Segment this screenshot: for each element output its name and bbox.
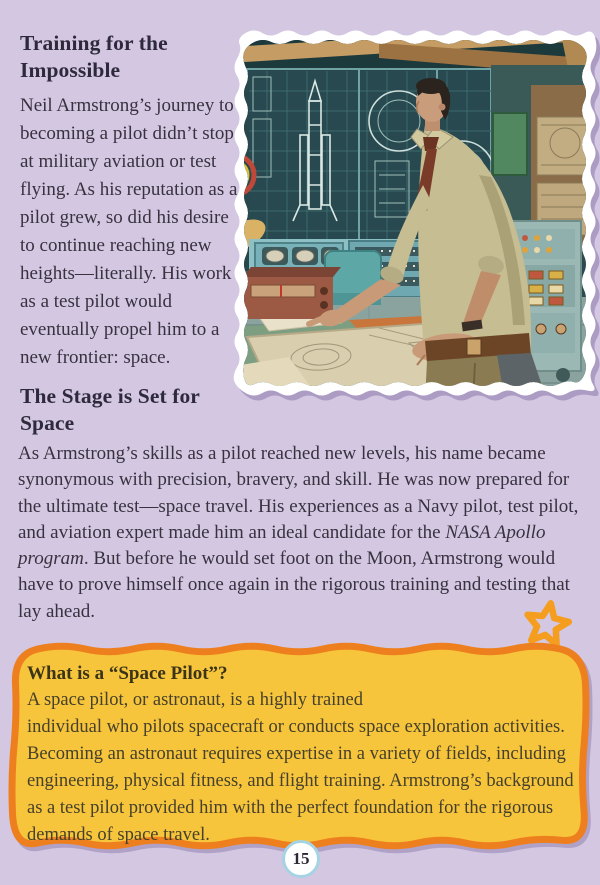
paragraph-stage-text-end: . But before he would set foot on the Moon, Armstrong would have to prove himself once again in the rigorous training and testing that lay ahead. bbox=[18, 548, 570, 622]
illustration-svg bbox=[229, 25, 600, 401]
callout-body-line1: A space pilot, or astronaut, is a highly trained bbox=[27, 690, 364, 710]
callout-title: What is a “Space Pilot”? bbox=[27, 663, 228, 684]
paragraph-training: Neil Armstrong’s journey to becoming a pilot didn’t stop at military aviation or test flying. As his reputation as a pilot grew, so did his desire to continue reaching new heights—literally. His work as a test pilot would eventually propel him to a new frontier: space. bbox=[20, 95, 238, 368]
callout-body-rest: individual who pilots spacecraft or conducts space exploration activities. Becoming an astronaut requires expertise in a variety of fields, including engineering, physical fitness, and flight training. Armstrong’s background as a test pilot provided him with the perfect foundation for the rigorous demands of space travel. bbox=[27, 717, 574, 845]
nasa-apollo-italic: NASA Apollo program bbox=[18, 521, 546, 570]
paragraph-stage-text: As Armstrong’s skills as a pilot reached new levels, his name became synonymous with precision, bravery, and skill. He was now prepared for the ultimate test—space travel. His experiences as a Navy pilot, test pilot, and aviation expert made him an ideal candidate for the bbox=[18, 443, 579, 543]
section-heading-training: Training for the Impossible bbox=[20, 31, 168, 82]
control-room-illustration bbox=[229, 25, 600, 401]
illustration-scene bbox=[229, 25, 600, 401]
callout-content bbox=[27, 661, 579, 849]
paragraph-stage bbox=[18, 441, 586, 625]
section-heading-stage: The Stage is Set for Space bbox=[20, 384, 200, 435]
page-number-badge: 15 bbox=[282, 840, 320, 878]
callout-body bbox=[27, 687, 579, 849]
